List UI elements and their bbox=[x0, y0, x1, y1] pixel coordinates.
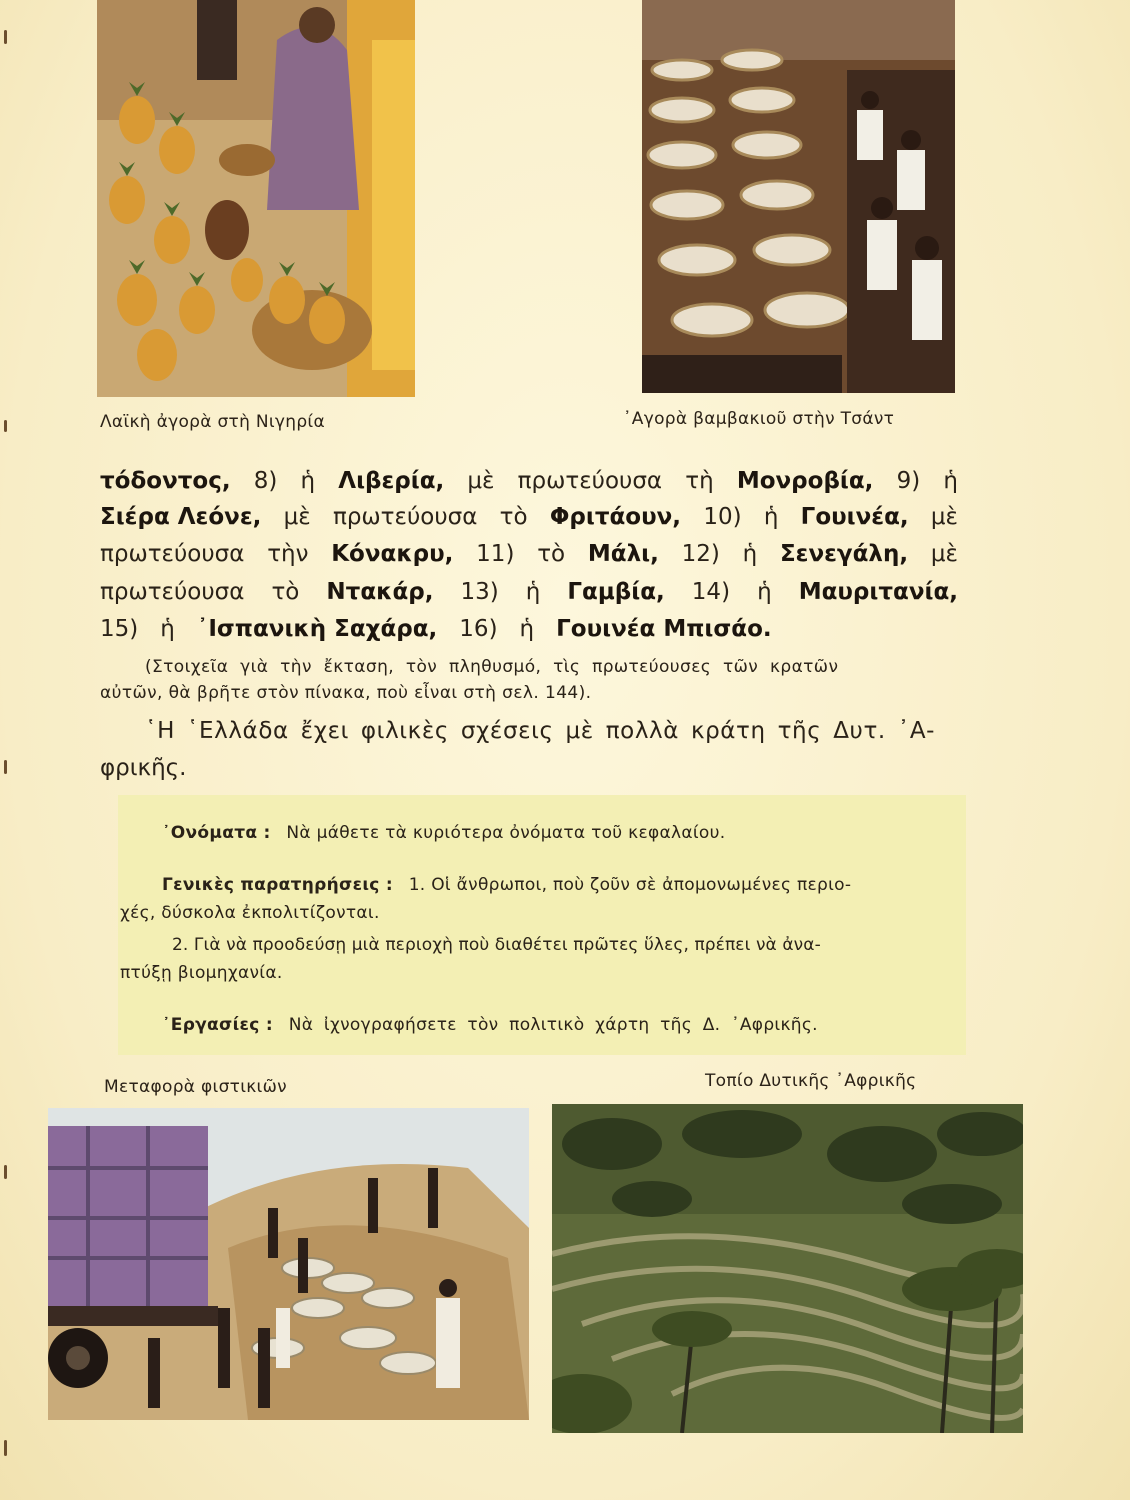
peanut-transport-photo bbox=[48, 1108, 529, 1420]
page-edge-mark bbox=[4, 30, 7, 44]
text-word: ἡ bbox=[519, 616, 535, 642]
text-word: Γουινέα, bbox=[800, 504, 909, 530]
nigeria-market-photo bbox=[97, 0, 415, 397]
chad-photo-caption: ᾿Αγορὰ βαμβακιοῦ στὴν Τσάντ bbox=[623, 409, 895, 429]
text-word: τὸ bbox=[537, 541, 566, 567]
general-remarks-2-cont: πτύξῃ βιομηχανία. bbox=[120, 963, 283, 983]
greece-relations-line: φρικῆς. bbox=[100, 755, 187, 781]
greece-relations-text bbox=[145, 716, 965, 746]
text-word: μὲ bbox=[930, 541, 958, 567]
text-word: 12) bbox=[681, 541, 720, 567]
text-word: τὸ bbox=[271, 579, 300, 605]
text-word: ἡ bbox=[742, 541, 758, 567]
text-word: Ντακάρ, bbox=[326, 579, 434, 605]
text-word: ἡ bbox=[763, 504, 779, 530]
tasks-label: ᾿Εργασίες : bbox=[162, 1015, 273, 1035]
tasks-text: Νὰ ἰχνογραφήσετε τὸν πολιτικὸ χάρτη τῆς Δ. ᾿Αφρικῆς. bbox=[288, 1015, 818, 1035]
general-remarks-label: Γενικὲς παρατηρήσεις : bbox=[162, 875, 393, 895]
nigeria-photo-caption: Λαϊκὴ ἀγορὰ στὴ Νιγηρία bbox=[100, 412, 325, 432]
text-word: 13) bbox=[460, 579, 499, 605]
names-label: ᾿Ονόματα : bbox=[162, 823, 271, 843]
text-word: Γουινέα Μπισάο. bbox=[556, 616, 772, 642]
text-word: πρωτεύουσα bbox=[100, 579, 245, 605]
page-edge-mark bbox=[4, 760, 7, 774]
text-word: πρωτεύουσα bbox=[332, 504, 478, 530]
tasks-exercise bbox=[162, 1015, 818, 1035]
text-word: 14) bbox=[691, 579, 731, 605]
text-word: Φριτάουν, bbox=[549, 504, 682, 530]
names-exercise bbox=[162, 823, 725, 843]
peanuts-photo-caption: Μεταφορὰ φιστικιῶν bbox=[104, 1077, 287, 1097]
text-word: Λιβερία, bbox=[338, 468, 445, 494]
text-word: 15) bbox=[100, 616, 139, 642]
page-edge-mark bbox=[4, 1165, 7, 1179]
text-word: Κόνακρυ, bbox=[331, 541, 454, 567]
general-remarks-2: 2. Γιὰ νὰ προοδεύσῃ μιὰ περιοχὴ ποὺ διαθέτει πρῶτες ὕλες, πρέπει νὰ ἀνα- bbox=[172, 935, 821, 955]
text-word: 16) bbox=[459, 616, 498, 642]
text-word: ἡ bbox=[525, 579, 541, 605]
main-text bbox=[100, 466, 958, 796]
exercises-box bbox=[118, 795, 966, 1055]
text-word: Σιέρα Λεόνε, bbox=[100, 504, 262, 530]
text-word: Σενεγάλη, bbox=[779, 541, 909, 567]
text-word: τὴν bbox=[267, 541, 309, 567]
text-word: 10) bbox=[703, 504, 742, 530]
text-line bbox=[100, 577, 958, 607]
general-remarks-text: 1. Οἱ ἄνθρωποι, ποὺ ζοῦν σὲ ἀπομονωμένες περιο- bbox=[408, 875, 852, 895]
text-word: 11) bbox=[476, 541, 515, 567]
text-word: ᾿Ισπανικὴ Σαχάρα, bbox=[196, 616, 438, 642]
text-word: πρωτεύουσα bbox=[517, 468, 663, 494]
text-word: Μαυριτανία, bbox=[798, 579, 958, 605]
text-word: τόδοντος, bbox=[100, 468, 231, 494]
general-remarks bbox=[162, 875, 851, 895]
text-word: μὲ bbox=[283, 504, 311, 530]
greece-relations-line: ῾Η ῾Ελλάδα ἔχει φιλικὲς σχέσεις μὲ πολλὰ κράτη τῆς Δυτ. ᾿Α- bbox=[145, 718, 936, 744]
text-word: μὲ bbox=[467, 468, 495, 494]
text-word: Μάλι, bbox=[587, 541, 659, 567]
names-text: Νὰ μάθετε τὰ κυριότερα ὀνόματα τοῦ κεφαλαίου. bbox=[286, 823, 726, 843]
text-line bbox=[100, 502, 958, 532]
page-edge-mark bbox=[4, 1440, 7, 1456]
text-word: πρωτεύουσα bbox=[100, 541, 245, 567]
text-word: 9) bbox=[896, 468, 921, 494]
page-edge-mark bbox=[4, 420, 7, 432]
text-line bbox=[100, 539, 958, 569]
west-africa-landscape-photo bbox=[552, 1104, 1023, 1433]
statistics-note: (Στοιχεῖα γιὰ τὴν ἔκταση, τὸν πληθυσμό, τὶς πρωτεύουσες τῶν κρατῶν bbox=[145, 657, 839, 677]
text-word: μὲ bbox=[930, 504, 958, 530]
statistics-note: αὐτῶν, θὰ βρῆτε στὸν πίνακα, ποὺ εἶναι στὴ σελ. 144). bbox=[100, 683, 592, 703]
text-word: Γαμβία, bbox=[567, 579, 665, 605]
text-word: 8) bbox=[253, 468, 278, 494]
general-remarks-cont: χές, δύσκολα ἐκπολιτίζονται. bbox=[120, 903, 380, 923]
text-line bbox=[100, 614, 958, 644]
text-word: ἡ bbox=[757, 579, 772, 605]
text-word: τὴ bbox=[685, 468, 714, 494]
chad-cotton-market-photo bbox=[642, 0, 955, 393]
text-word: τὸ bbox=[499, 504, 528, 530]
text-word: ἡ bbox=[943, 468, 958, 494]
landscape-photo-caption: Τοπίο Δυτικῆς ᾿Αφρικῆς bbox=[705, 1071, 917, 1091]
text-word: ἡ bbox=[160, 616, 175, 642]
greece-relations-text bbox=[100, 753, 958, 783]
text-word: Μονροβία, bbox=[736, 468, 874, 494]
text-line bbox=[100, 466, 958, 496]
text-word: ἡ bbox=[300, 468, 316, 494]
